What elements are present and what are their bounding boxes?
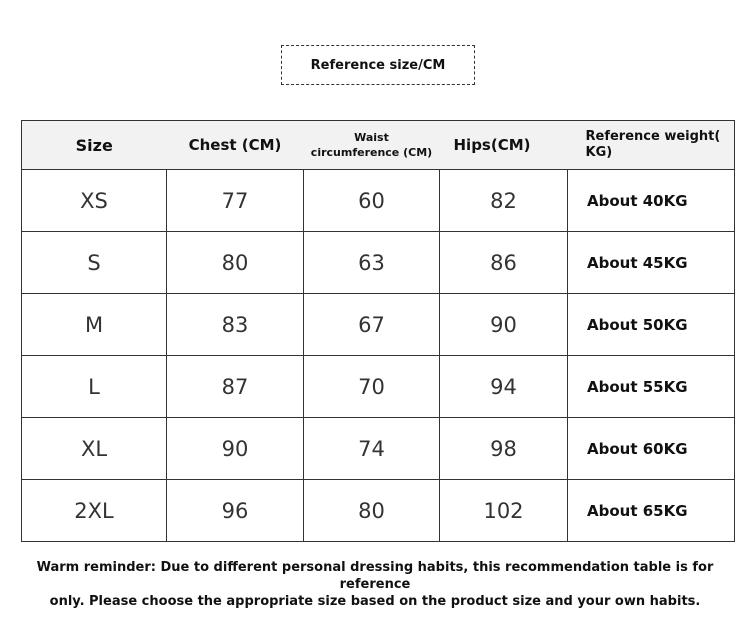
cell-weight: About 45KG — [568, 232, 735, 294]
cell-chest: 77 — [167, 170, 304, 232]
cell-size: XS — [22, 170, 167, 232]
cell-size: XL — [22, 418, 167, 480]
cell-waist: 63 — [304, 232, 440, 294]
cell-size: L — [22, 356, 167, 418]
cell-chest: 90 — [167, 418, 304, 480]
table-row — [22, 480, 735, 542]
cell-hips: 86 — [440, 232, 568, 294]
cell-hips: 94 — [440, 356, 568, 418]
header-hips: Hips(CM) — [440, 121, 568, 170]
cell-weight: About 50KG — [568, 294, 735, 356]
cell-waist: 67 — [304, 294, 440, 356]
cell-hips: 98 — [440, 418, 568, 480]
header-weight — [568, 121, 735, 170]
cell-weight: About 60KG — [568, 418, 735, 480]
table-row — [22, 294, 735, 356]
header-waist — [304, 121, 440, 170]
cell-hips: 82 — [440, 170, 568, 232]
table-row — [22, 356, 735, 418]
cell-waist: 80 — [304, 480, 440, 542]
header-waist-line2: circumference (CM) — [310, 146, 433, 159]
header-chest: Chest (CM) — [167, 121, 304, 170]
cell-weight: About 40KG — [568, 170, 735, 232]
cell-chest: 83 — [167, 294, 304, 356]
chart-title: Reference size/CM — [281, 45, 475, 85]
header-row — [22, 121, 735, 170]
cell-chest: 96 — [167, 480, 304, 542]
cell-chest: 87 — [167, 356, 304, 418]
cell-waist: 60 — [304, 170, 440, 232]
header-weight-line2: KG) — [585, 145, 613, 160]
table-row — [22, 232, 735, 294]
warm-reminder-note — [0, 559, 750, 610]
table-row — [22, 170, 735, 232]
reminder-line2: only. Please choose the appropriate size based on the product size and your own habits. — [49, 594, 701, 609]
cell-size: M — [22, 294, 167, 356]
cell-weight: About 65KG — [568, 480, 735, 542]
size-chart-table — [21, 120, 735, 542]
header-waist-line1: Waist — [354, 131, 389, 144]
cell-hips: 102 — [440, 480, 568, 542]
cell-size: 2XL — [22, 480, 167, 542]
table-row — [22, 418, 735, 480]
header-weight-line1: Reference weight( — [585, 129, 721, 144]
cell-weight: About 55KG — [568, 356, 735, 418]
cell-waist: 70 — [304, 356, 440, 418]
cell-chest: 80 — [167, 232, 304, 294]
reminder-line1: Warm reminder: Due to different personal dressing habits, this recommendation table is for reference — [36, 560, 714, 592]
cell-hips: 90 — [440, 294, 568, 356]
cell-size: S — [22, 232, 167, 294]
header-size: Size — [22, 121, 167, 170]
cell-waist: 74 — [304, 418, 440, 480]
